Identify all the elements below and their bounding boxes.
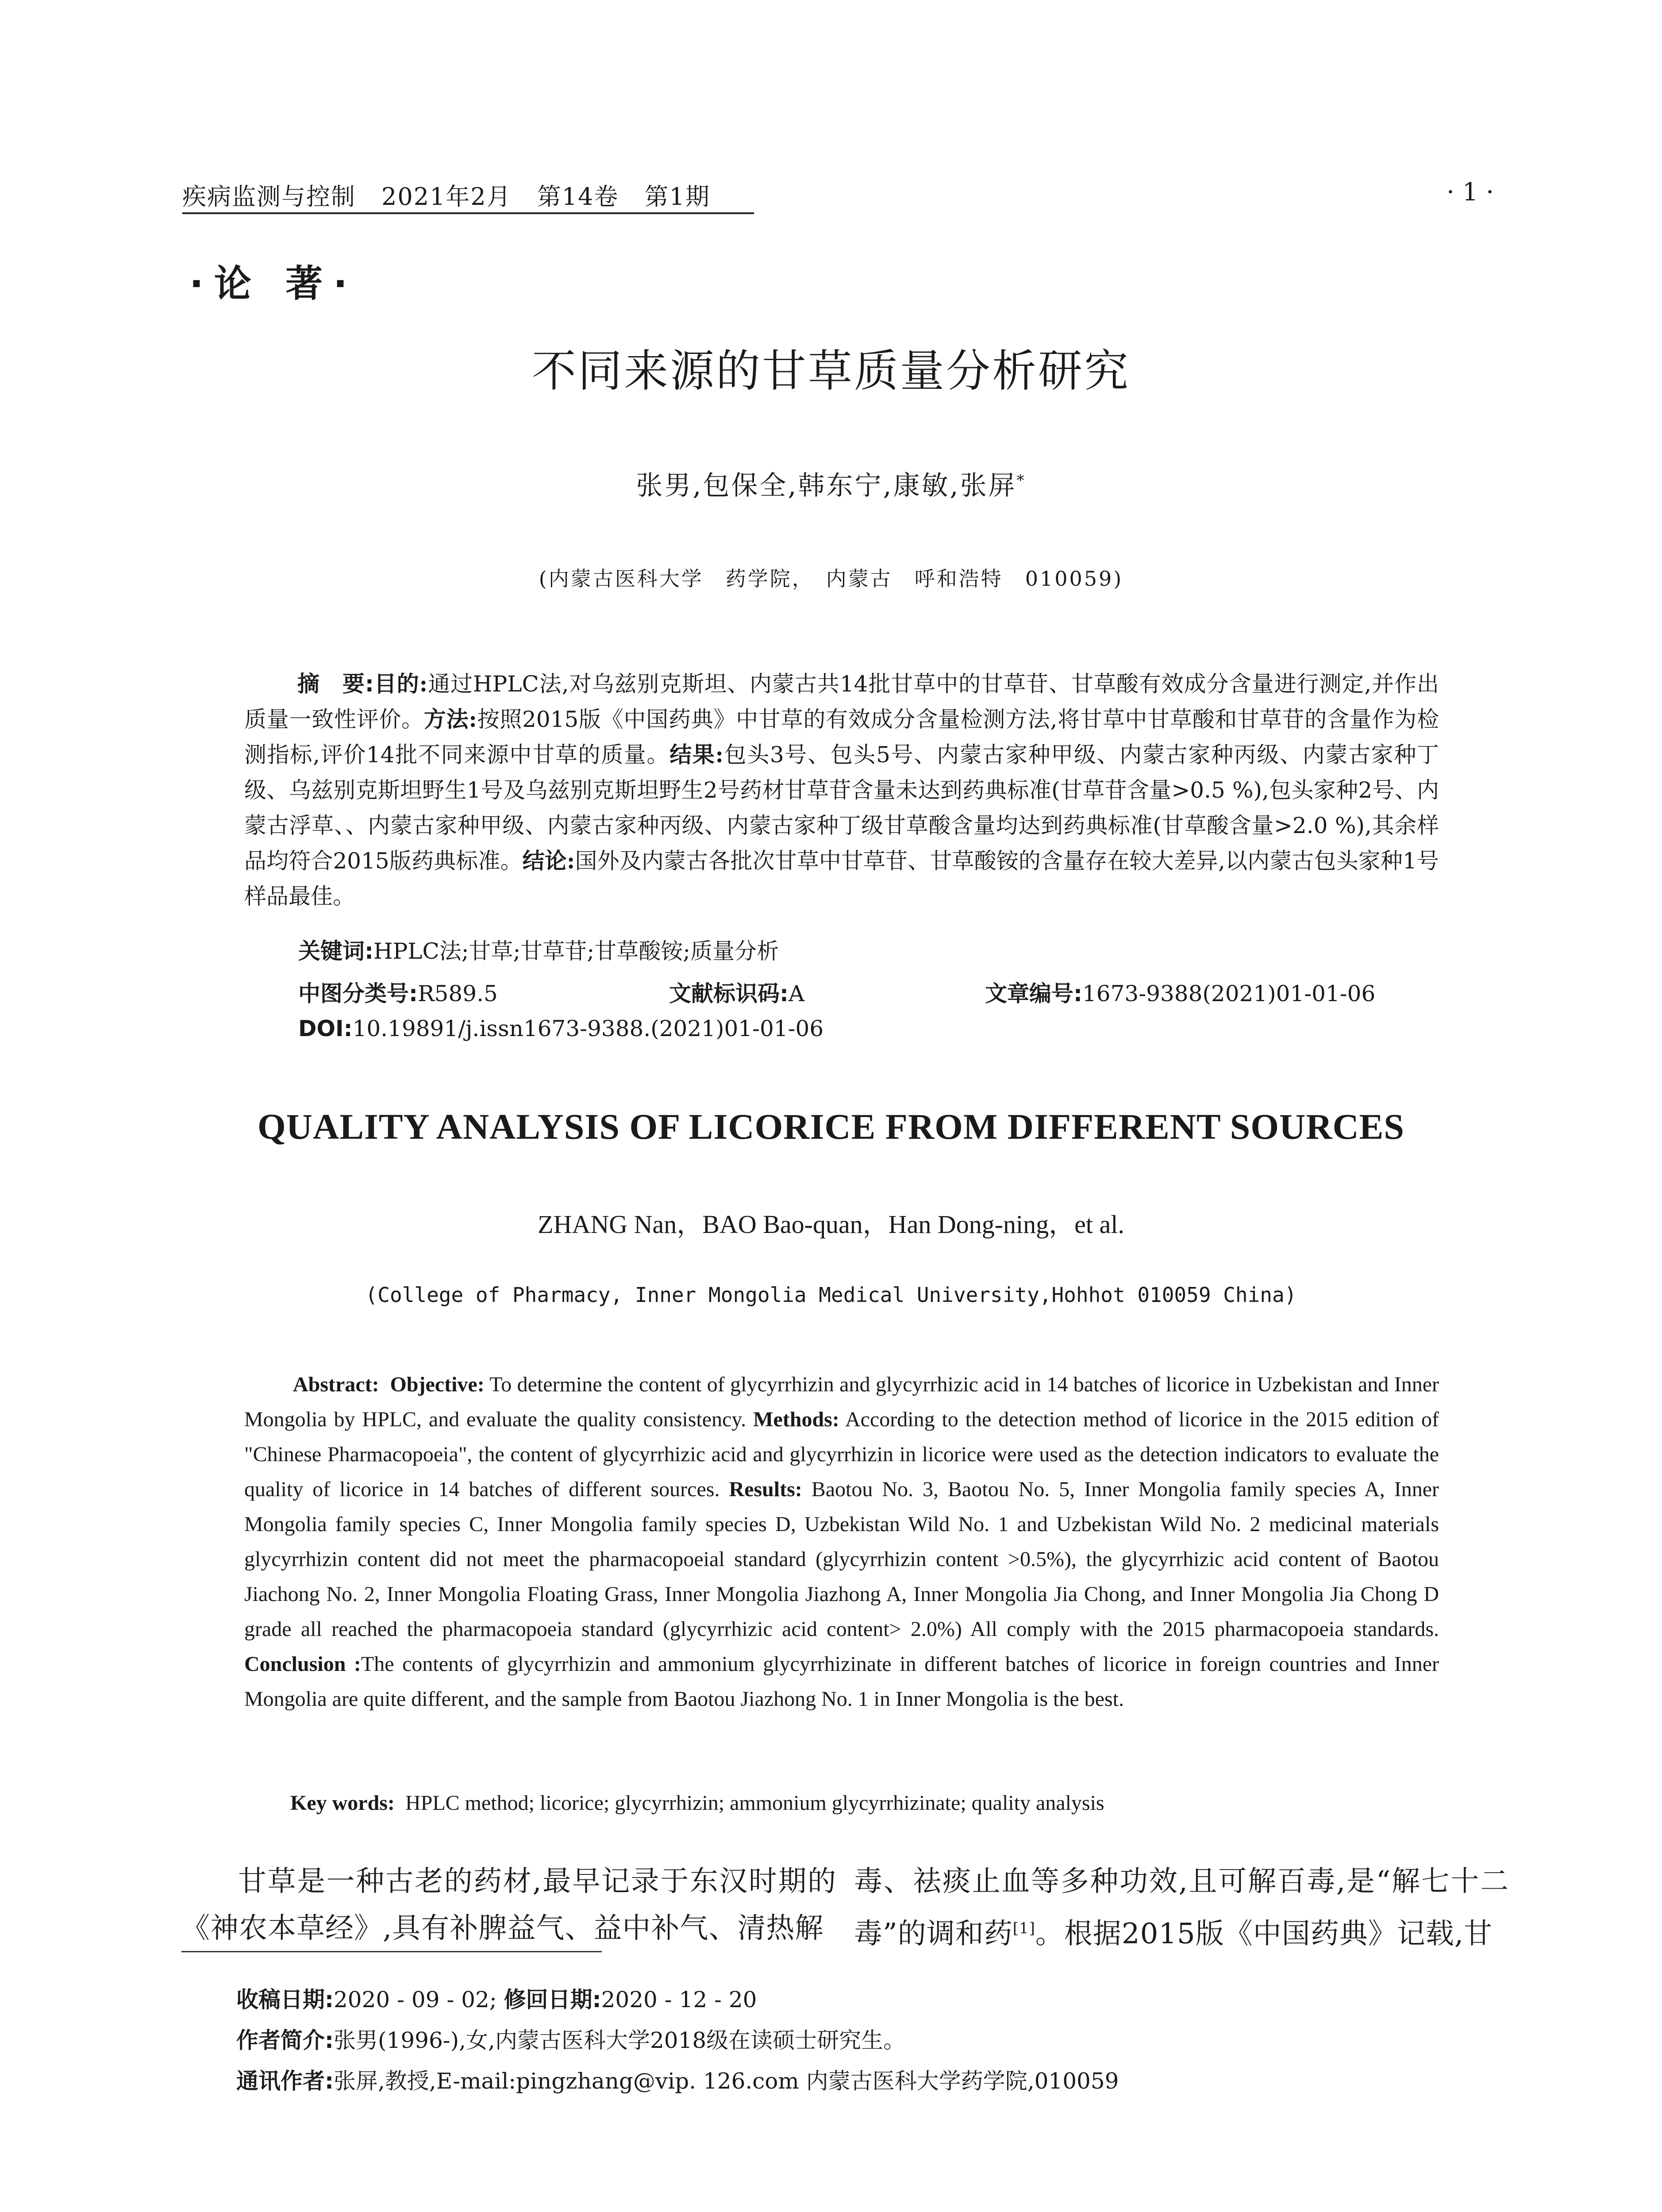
conclusion-label: 结论: (522, 848, 575, 874)
header-rule (182, 212, 754, 214)
body-column-right (854, 1858, 1509, 1957)
clc-value: R589.5 (418, 981, 498, 1006)
running-header (182, 178, 736, 212)
cn-keywords (298, 933, 779, 965)
footnote-author (236, 2023, 905, 2055)
issue: 第1期 (644, 183, 710, 211)
authors-text: 张男,包保全,韩东宁,康敏,张屏 (636, 470, 1017, 501)
corresponding-mark: * (1016, 472, 1026, 489)
methods-label: 方法: (423, 706, 477, 732)
received-label: 收稿日期: (236, 1987, 334, 2012)
author-bio: 张男(1996-),女,内蒙古医科大学2018级在读硕士研究生。 (334, 2028, 906, 2053)
en-abstract-label: Abstract: (293, 1373, 379, 1396)
author-list (0, 465, 1662, 503)
corresponding-label: 通讯作者: (236, 2068, 334, 2094)
issue-date: 2021年2月 (381, 183, 512, 211)
cn-abstract (244, 666, 1439, 914)
doi-value: 10.19891/j.issn1673-9388.(2021)01-01-06 (352, 1016, 824, 1041)
doc-label: 文献标识码: (669, 981, 789, 1006)
footnote-rule (181, 1951, 602, 1952)
reference-mark: [1] (1012, 1920, 1035, 1937)
en-conclusion-label: Conclusion : (244, 1652, 361, 1676)
results-label: 结果: (669, 741, 723, 768)
body-right-text-2: 。根据2015版《中国药典》记载,甘 (1035, 1917, 1493, 1951)
en-results-label: Results: (729, 1478, 802, 1501)
article-number (985, 976, 1375, 1008)
footnote-dates (236, 1982, 757, 2014)
corresponding-info: 张屏,教授,E-mail:pingzhang@vip. 126.com 内蒙古医科大学药学院,010059 (334, 2068, 1119, 2094)
affiliation: (内蒙古医科大学 药学院， 内蒙古 呼和浩特 010059) (539, 567, 1123, 591)
paper-title: 不同来源的甘草质量分析研究 (532, 345, 1130, 397)
en-methods-text: According to the detection method of licorice in the 2015 edition of "Chinese Pharmacopoeia", the content of glycyrrhizic acid and glycyrrhizin in licorice were used as the detection indicators to evaluate the quality of licorice in 14 batches of different sources. (244, 1408, 1439, 1501)
page-number: · 1 · (1447, 178, 1494, 207)
body-column-left: 甘草是一种古老的药材,最早记录于东汉时期的《神农本草经》,具有补脾益气、益中补气、清热解 (181, 1865, 836, 1945)
en-objective-label: Objective: (390, 1373, 485, 1396)
abstract-label: 摘 要: (297, 671, 374, 697)
objective-text: 通过HPLC法,对乌兹别克斯坦、内蒙古共14批甘草中的甘草苷、甘草酸有效成分含量进行测定,并作出质量一致性评价。 (244, 671, 1439, 732)
revised-label: 修回日期: (504, 1987, 601, 2012)
article-value: 1673-9388(2021)01-01-06 (1082, 981, 1376, 1006)
keywords-label: 关键词: (298, 938, 373, 964)
en-objective-text: To determine the content of glycyrrhizin and glycyrrhizic acid in 14 batches of licorice in Uzbekistan and Inner Mongolia by HPLC, and evaluate the quality consistency. (244, 1373, 1439, 1431)
volume: 第14卷 (537, 183, 619, 211)
objective-label: 目的: (373, 671, 428, 697)
doc-value: A (789, 981, 805, 1006)
conclusion-text: 国外及内蒙古各批次甘草中甘草苷、甘草酸铵的含量存在较大差异,以内蒙古包头家种1号样品最佳。 (244, 848, 1439, 909)
section-label: ·论 著· (189, 262, 358, 305)
en-methods-label: Methods: (753, 1408, 839, 1431)
revised-date: 2020 - 12 - 20 (601, 1987, 757, 2012)
body-right-text-1: 毒、祛痰止血等多种功效,且可解百毒,是“解七十二毒”的调和药 (854, 1865, 1509, 1951)
en-conclusion-text: The contents of glycyrrhizin and ammonium glycyrrhizinate in different batches of licorice in foreign countries and Inner Mongolia are quite different, and the sample from Baotou Jiazhong No. 1 in Inner Mongolia is the best. (244, 1652, 1439, 1711)
english-title: QUALITY ANALYSIS OF LICORICE FROM DIFFERENT SOURCES (258, 1106, 1404, 1147)
article-label: 文章编号: (985, 981, 1082, 1006)
doc-code (669, 976, 804, 1008)
classification-line (298, 976, 498, 1008)
keywords-value: HPLC法;甘草;甘草苷;甘草酸铵;质量分析 (373, 938, 779, 964)
en-keywords-label: Key words: (290, 1791, 395, 1815)
footnote-corresponding (236, 2063, 1119, 2095)
methods-text: 按照2015版《中国药典》中甘草的有效成分含量检测方法,将甘草中甘草酸和甘草苷的含量作为检测指标,评价14批不同来源中甘草的质量。 (244, 707, 1439, 768)
author-bio-label: 作者简介: (236, 2028, 334, 2053)
english-affiliation: (College of Pharmacy, Inner Mongolia Medical University,Hohhot 010059 China) (365, 1283, 1297, 1307)
en-results-text: Baotou No. 3, Baotou No. 5, Inner Mongolia family species A, Inner Mongolia family species C, Inner Mongolia family species D, Uzbekistan Wild No. 1 and Uzbekistan Wild No. 2 medicinal materials glycyrrhizin content did not meet the pharmacopoeial standard (glycyrrhizin content >0.5%), the glycyrrhizic acid content of Baotou Jiachong No. 2, Inner Mongolia Floating Grass, Inner Mongolia Jiazhong A, Inner Mongolia Jia Chong, and Inner Mongolia Jia Chong D grade all reached the pharmacopoeia standard (glycyrrhizic acid content> 2.0%) All comply with the 2015 pharmacopoeia standards. (244, 1478, 1439, 1641)
results-text: 包头3号、包头5号、内蒙古家种甲级、内蒙古家种丙级、内蒙古家种丁级、乌兹别克斯坦野生1号及乌兹别克斯坦野生2号药材甘草苷含量未达到药典标准(甘草苷含量>0.5 %),包头家种2号、内蒙古浮草、、内蒙古家种甲级、内蒙古家种丙级、内蒙古家种丁级甘草酸含量均达到药典标准(甘草酸含量>2.0 %),其余样品均符合2015版药典标准。 (244, 742, 1439, 874)
received-date: 2020 - 09 - 02; (334, 1987, 497, 2012)
journal-name: 疾病监测与控制 (182, 183, 356, 211)
en-keywords-value: HPLC method; licorice; glycyrrhizin; ammonium glycyrrhizinate; quality analysis (405, 1791, 1104, 1815)
clc-label: 中图分类号: (298, 981, 418, 1006)
english-authors: ZHANG Nan，BAO Bao-quan，Han Dong-ning，et al. (538, 1210, 1124, 1239)
en-abstract (244, 1367, 1439, 1717)
doi-label: DOI: (298, 1016, 353, 1041)
doi-line (298, 1016, 823, 1041)
en-keywords (290, 1791, 1104, 1815)
